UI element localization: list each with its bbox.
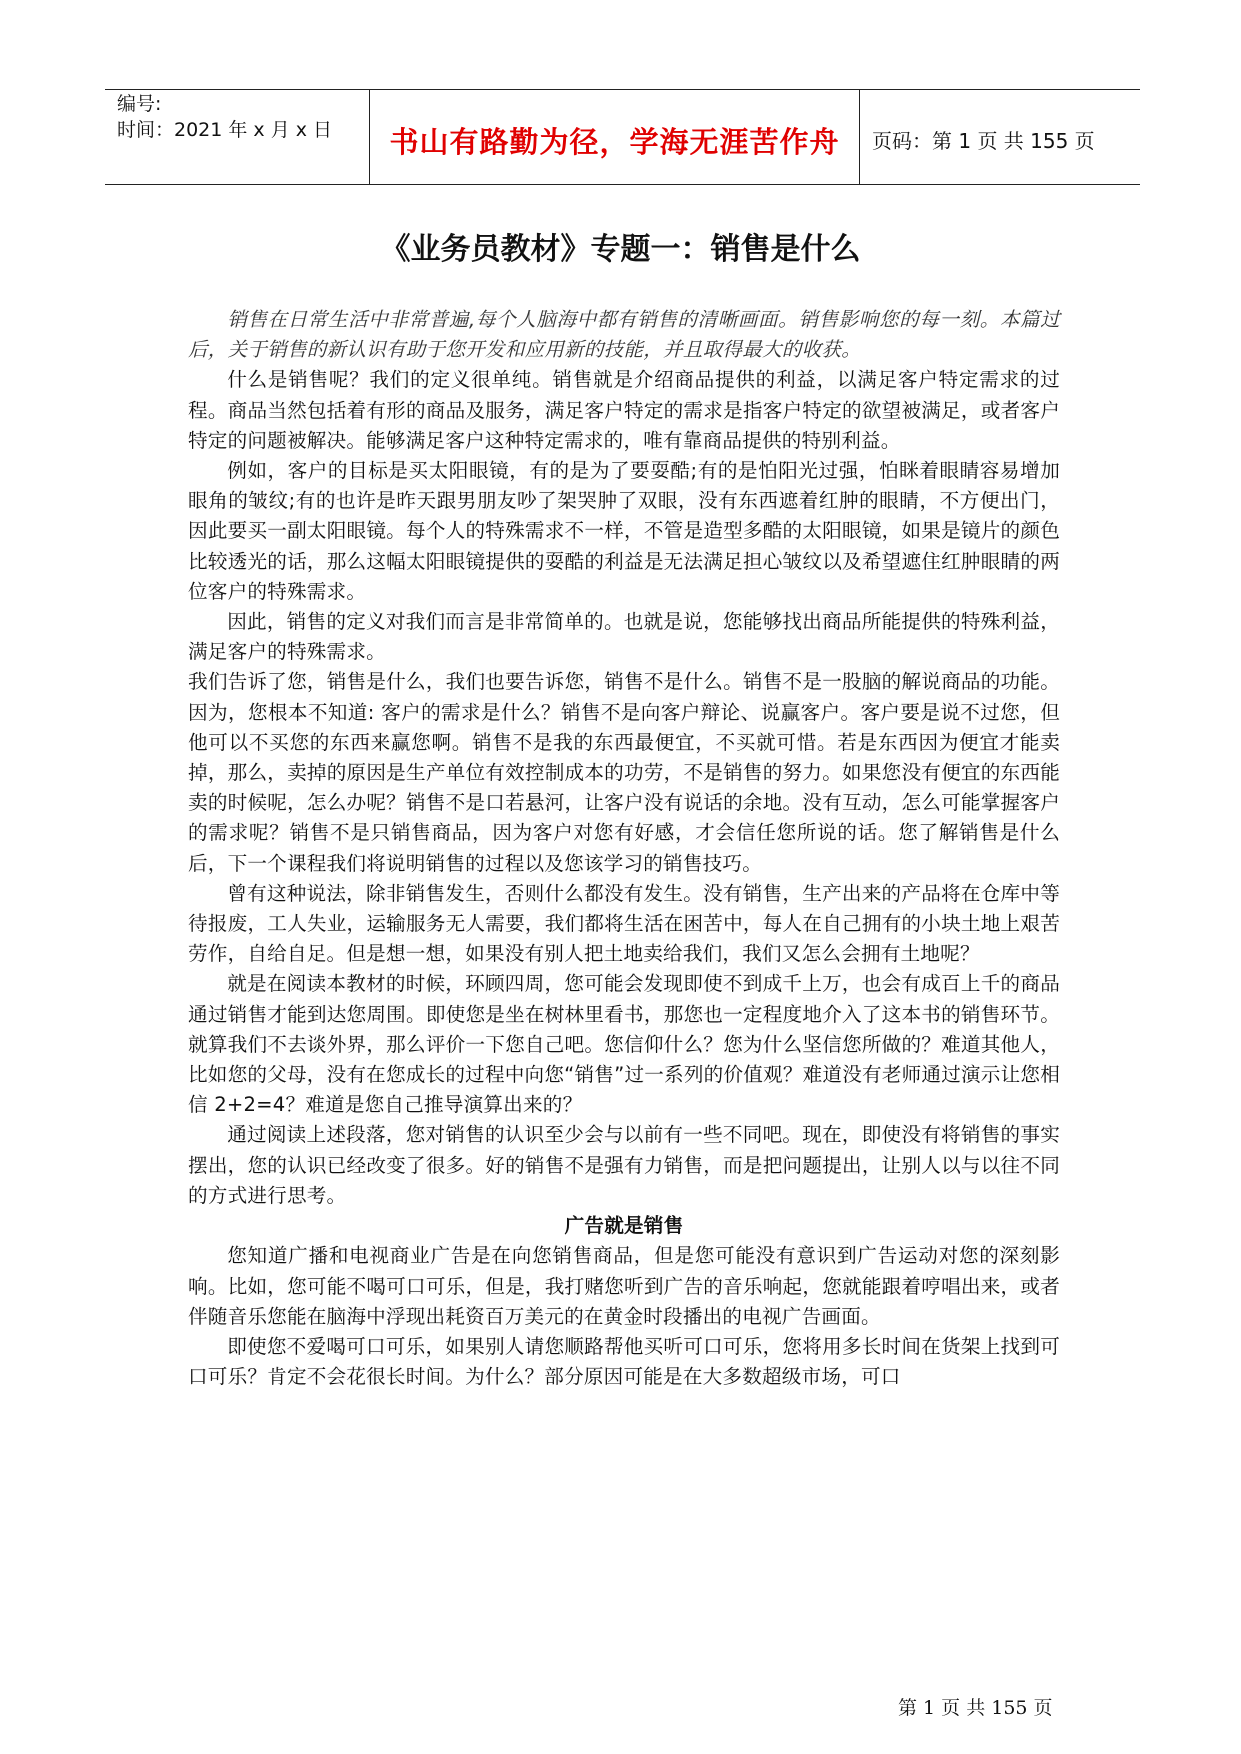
document-title: 《业务员教材》专题一：销售是什么 [380, 232, 861, 267]
body-paragraph: 因此，销售的定义对我们而言是非常简单的。也就是说，您能够找出商品所能提供的特殊利益，满足客户的特殊需求。 [188, 610, 1060, 664]
header-motto-cell [370, 90, 860, 184]
body-paragraph: 就是在阅读本教材的时候，环顾四周，您可能会发现即使不到成千上万，也会有成百上千的商品通过销售才能到达您周围。即使您是坐在树林里看书，那您也一定程度地介入了这本书的销售环节。就算我们不去谈外界，那么评价一下您自己吧。您信仰什么？您为什么坚信您所做的？难道其他人，比如您的父母，没有在您成长的过程中向您“销售”过一系列的价值观？难道没有老师通过演示让您相信 2+2=4？难道是您自己推导演算出来的？ [188, 972, 1060, 1117]
body-paragraph: 例如，客户的目标是买太阳眼镜，有的是为了要耍酷;有的是怕阳光过强，怕眯着眼睛容易增加眼角的皱纹;有的也许是昨天跟男朋友吵了架哭肿了双眼，没有东西遮着红肿的眼睛，不方便出门，因此要买一副太阳眼镜。每个人的特殊需求不一样，不管是造型多酷的太阳眼镜，如果是镜片的颜色比较透光的话，那么这幅太阳眼镜提供的耍酷的利益是无法满足担心皱纹以及希望遮住红肿眼睛的两位客户的特殊需求。 [188, 459, 1060, 603]
body-paragraph: 通过阅读上述段落，您对销售的认识至少会与以前有一些不同吧。现在，即使没有将销售的事实摆出，您的认识已经改变了很多。好的销售不是强有力销售，而是把问题提出，让别人以与以往不同的方式进行思考。 [188, 1123, 1060, 1207]
header-page-code: 页码：第 1 页 共 155 页 [872, 129, 1095, 153]
header-page-cell [860, 90, 1140, 184]
body-paragraph: 我们告诉了您，销售是什么，我们也要告诉您，销售不是什么。销售不是一股脑的解说商品的功能。因为，您根本不知道: 客户的需求是什么？销售不是向客户辩论、说赢客户。客户要是说不过您，但他可以不买您的东西来赢您啊。销售不是我的东西最便宜，不买就可惜。若是东西因为便宜才能卖掉，那么，卖掉的原因是生产单位有效控制成本的功劳，不是销售的努力。如果您没有便宜的东西能卖的时候呢，怎么办呢？销售不是口若悬河，让客户没有说话的余地。没有互动，怎么可能掌握客户的需求呢？销售不是只销售商品，因为客户对您有好感，才会信任您所说的话。您了解销售是什么后，下一个课程我们将说明销售的过程以及您该学习的销售技巧。 [188, 670, 1060, 875]
document-body [188, 305, 1060, 1392]
body-paragraph: 您知道广播和电视商业广告是在向您销售商品，但是您可能没有意识到广告运动对您的深刻影响。比如，您可能不喝可口可乐，但是，我打赌您听到广告的音乐响起，您就能跟着哼唱出来，或者伴随音乐您能在脑海中浮现出耗资百万美元的在黄金时段播出的电视广告画面。 [188, 1244, 1060, 1328]
body-paragraph: 即使您不爱喝可口可乐，如果别人请您顺路帮他买听可口可乐，您将用多长时间在货架上找到可口可乐？肯定不会花很长时间。为什么？部分原因可能是在大多数超级市场，可口 [188, 1334, 1060, 1389]
body-paragraph: 曾有这种说法，除非销售发生，否则什么都没有发生。没有销售，生产出来的产品将在仓库中等待报废，工人失业，运输服务无人需要，我们都将生活在困苦中，每人在自己拥有的小块土地上艰苦劳作，自给自足。但是想一想，如果没有别人把土地卖给我们，我们又怎么会拥有土地呢？ [188, 881, 1060, 966]
section-heading: 广告就是销售 [564, 1214, 684, 1238]
header-info-cell [105, 90, 370, 184]
document-number-label: 编号: [117, 93, 162, 115]
page-footer: 第 1 页 共 155 页 [898, 1697, 1053, 1719]
intro-paragraph: 销售在日常生活中非常普遍,每个人脑海中都有销售的清晰画面。销售影响您的每一刻。本篇过后，关于销售的新认识有助于您开发和应用新的技能，并且取得最大的收获。 [188, 308, 1060, 362]
document-time-label: 时间：2021 年 x 月 x 日 [117, 119, 333, 141]
page-header [105, 89, 1140, 185]
header-motto: 书山有路勤为径，学海无涯苦作舟 [389, 125, 840, 159]
body-paragraph: 什么是销售呢？我们的定义很单纯。销售就是介绍商品提供的利益，以满足客户特定需求的过程。商品当然包括着有形的商品及服务，满足客户特定的需求是指客户特定的欲望被满足，或者客户特定的问题被解决。能够满足客户这种特定需求的，唯有靠商品提供的特别利益。 [188, 368, 1060, 452]
